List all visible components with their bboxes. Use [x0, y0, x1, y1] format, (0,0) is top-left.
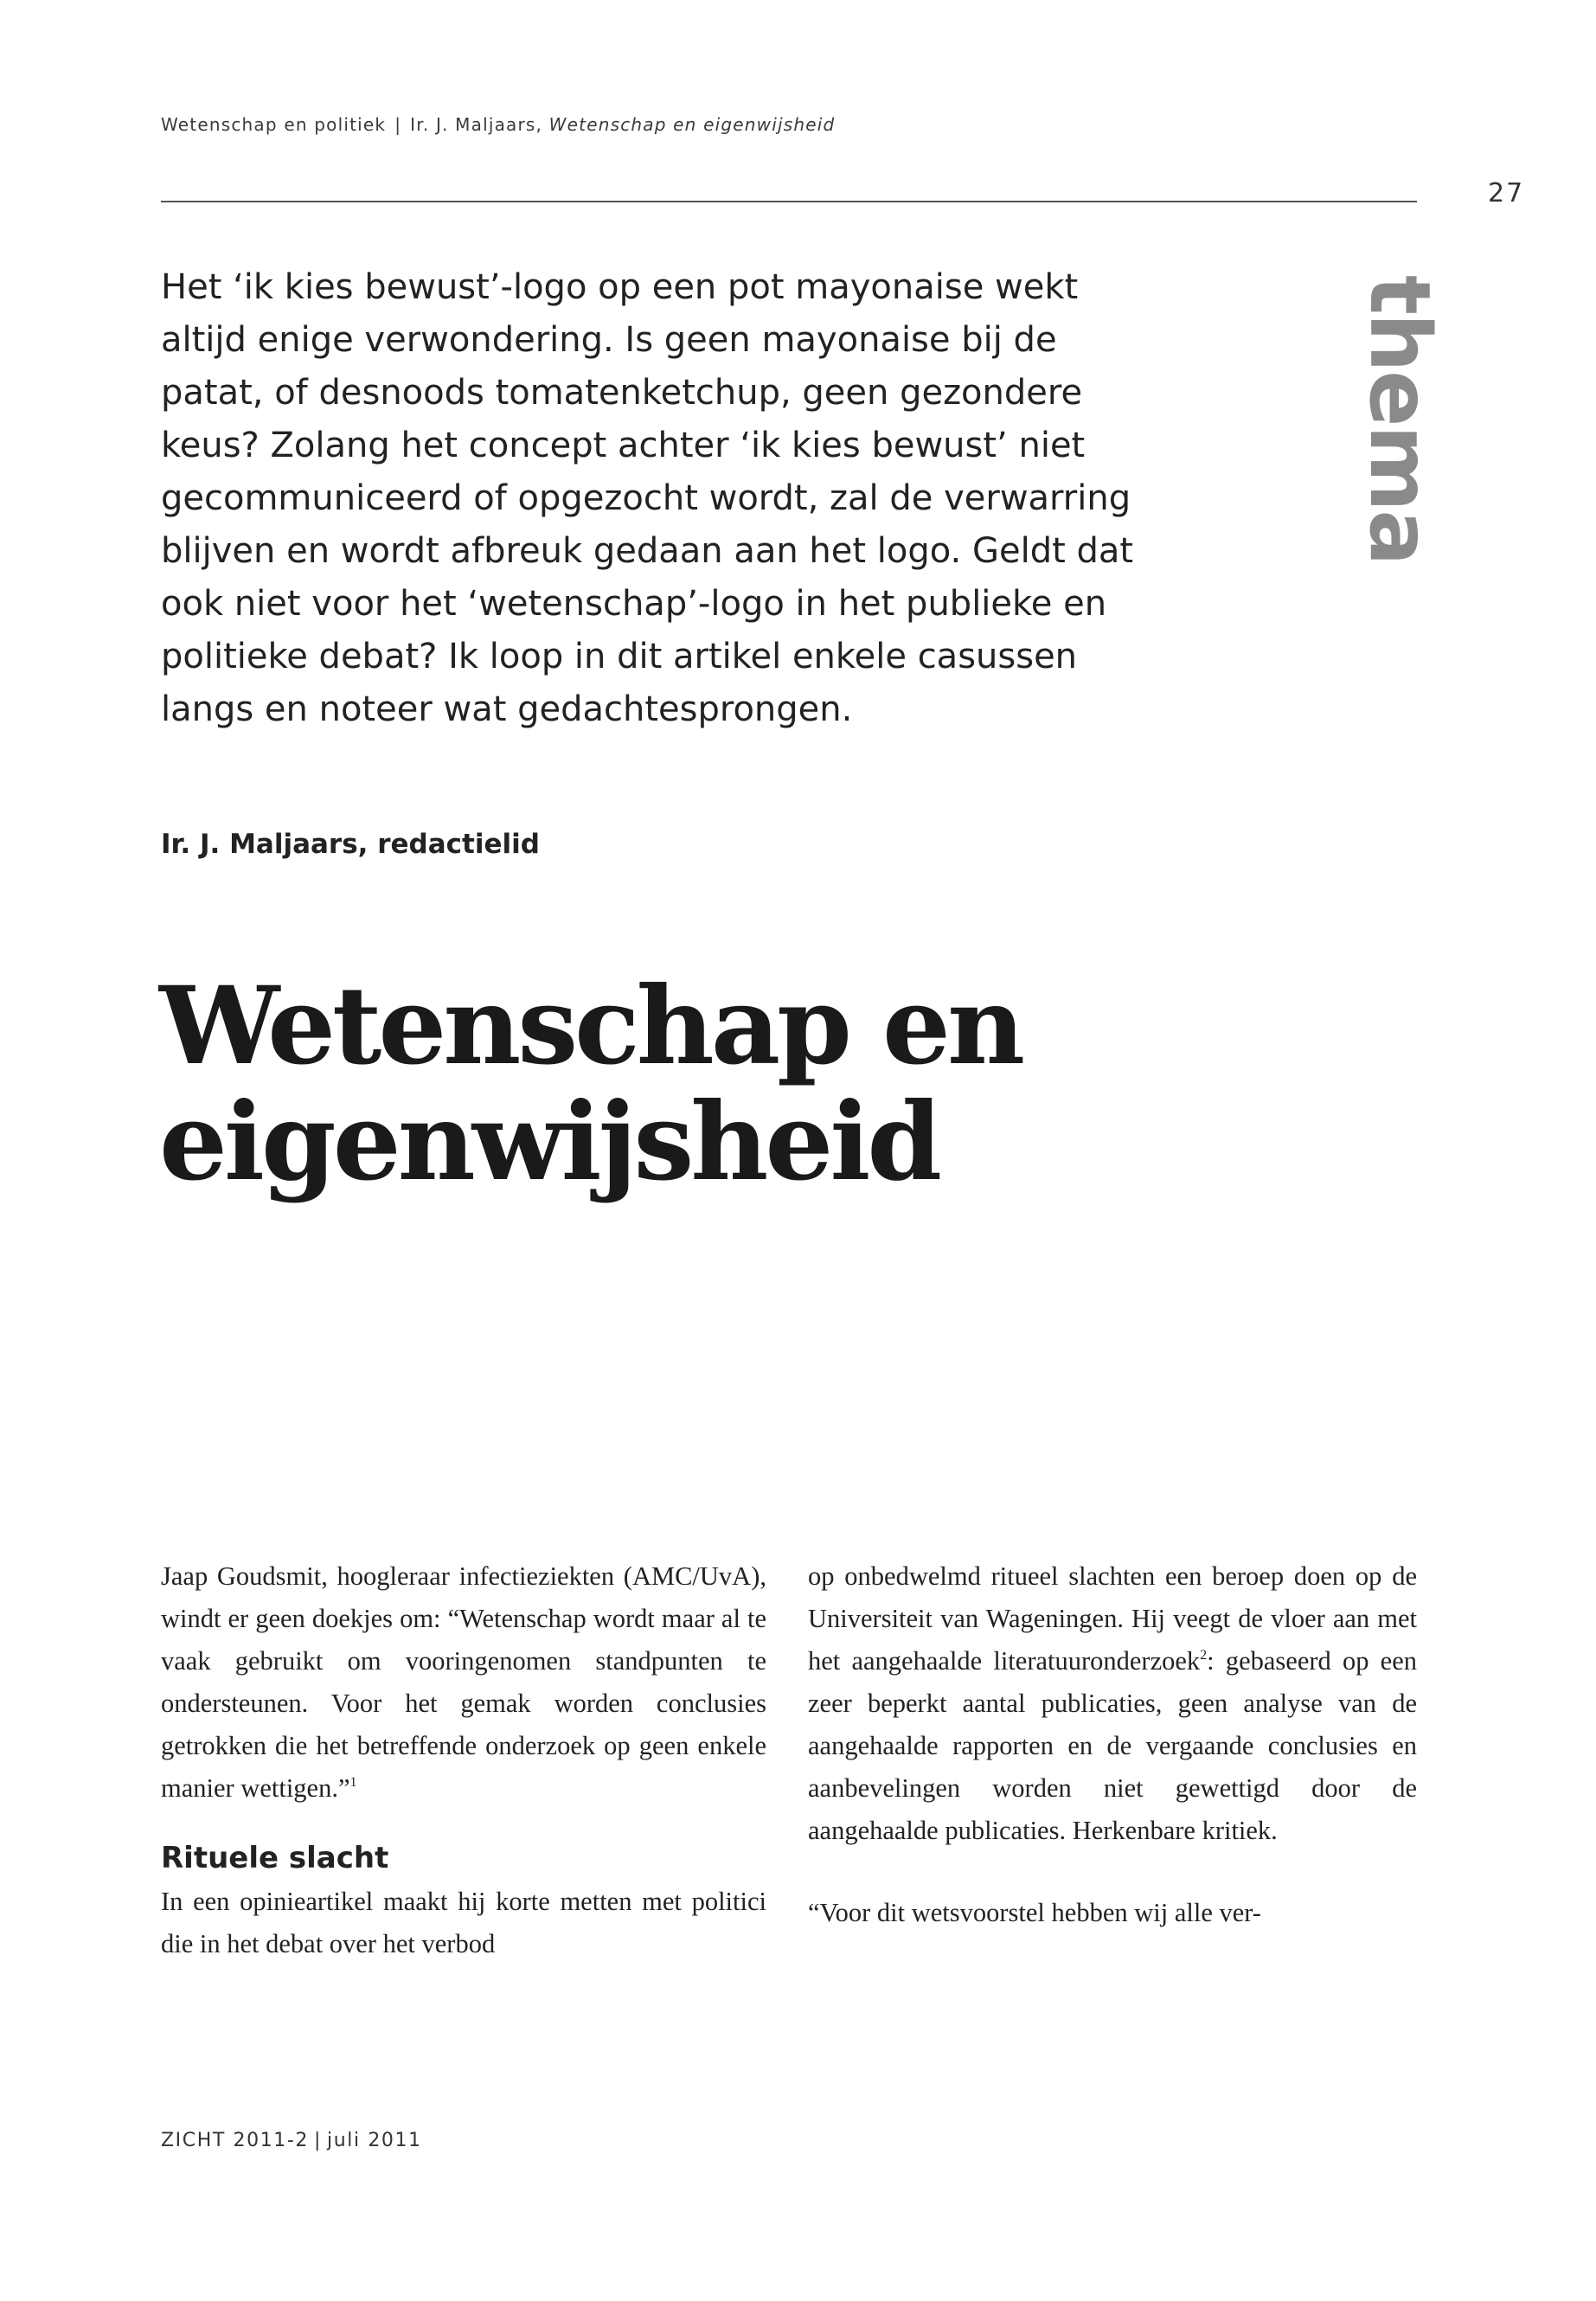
- page-number: 27: [1488, 178, 1525, 208]
- byline: Ir. J. Maljaars, redactielid: [161, 829, 540, 860]
- header-author: Ir. J. Maljaars,: [410, 114, 543, 135]
- body-paragraph: In een opinieartikel maakt hij korte metten met politici die in het debat over het verbod: [161, 1887, 766, 1958]
- intro-paragraph: Het ‘ik kies bewust’-logo op een pot mayonaise wekt altijd enige verwondering. Is geen mayonaise bij de patat, of desnoods tomatenketchup, geen gezondere keus? Zolang het concept achter ‘ik kies bewust’ niet gecommuniceerd of opgezocht wordt, zal de verwarring blijven en wordt afbreuk gedaan aan het logo. Geldt dat ook niet voor het ‘wetenschap’-logo in het publieke en politieke debat? Ik loop in dit artikel enkele casussen langs en noteer wat gedachtesprongen.: [161, 267, 1134, 729]
- body-column-left: [161, 1555, 766, 1965]
- footer-separator: |: [314, 2130, 323, 2151]
- header-rule: [161, 201, 1417, 202]
- running-header: [161, 114, 835, 135]
- title-line-2: eigenwijsheid: [159, 1080, 939, 1205]
- header-separator: |: [394, 114, 402, 135]
- title-line-1: Wetenschap en: [159, 964, 1022, 1089]
- footer-magazine: ZICHT 2011-2: [161, 2130, 310, 2151]
- subheading: Rituele slacht: [161, 1841, 389, 1875]
- body-paragraph: “Voor dit wetsvoorstel hebben wij alle ver-: [808, 1898, 1261, 1927]
- footer-date: juli 2011: [327, 2130, 422, 2151]
- header-article-title: Wetenschap en eigenwijsheid: [548, 114, 836, 135]
- header-section: Wetenschap en politiek: [161, 114, 387, 135]
- body-column-right: [808, 1555, 1417, 1934]
- body-text: op onbedwelmd ritueel slachten een beroep doen op de Universiteit van Wageningen. Hij veegt de vloer aan met het aangehaalde literatuuronderzoek: [808, 1561, 1417, 1676]
- thema-side-label: thema: [1351, 275, 1448, 565]
- page-footer: [161, 2130, 422, 2151]
- body-paragraph: [161, 1555, 766, 1810]
- footnote-ref: 2: [1200, 1648, 1208, 1663]
- body-text: : gebaseerd op een zeer beperkt aantal publicaties, geen analyse van de aangehaalde rapporten en de vergaande conclusies en aanbevelingen worden niet gewettigd door de aangehaalde publicaties. Herkenbare kritiek.: [808, 1646, 1417, 1845]
- body-paragraph: [808, 1555, 1417, 1852]
- footnote-ref: 1: [349, 1775, 357, 1790]
- article-title: [159, 964, 1370, 1205]
- body-text: Jaap Goudsmit, hoogleraar infectieziekten (AMC/UvA), windt er geen doekjes om: “Wetenschap wordt maar al te vaak gebruikt om vooringenomen standpunten te ondersteunen. Voor het gemak worden conclusies getrokken die het betreffende onderzoek op geen enkele manier wettigen.”: [161, 1561, 766, 1803]
